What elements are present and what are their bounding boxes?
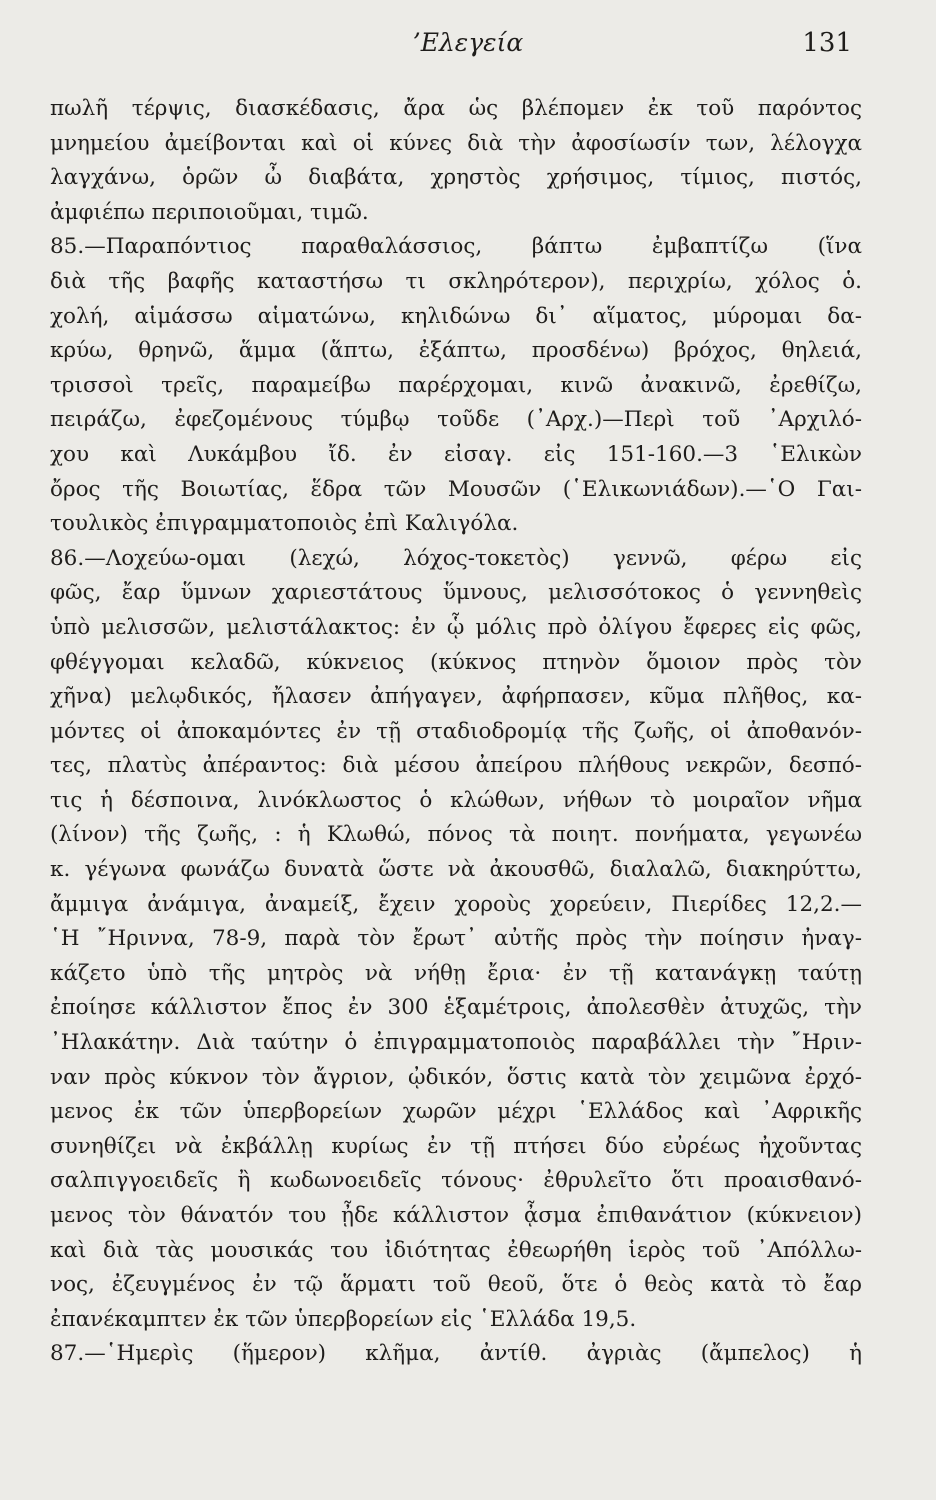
text-line: (λίνον) τῆς ζωῆς, : ἡ Κλωθώ, πόνος τὰ ποιητ. πονήματα, γεγωνέω bbox=[50, 822, 862, 848]
text-line: ἀμφιέπω περιποιοῦμαι, τιμῶ. bbox=[50, 199, 369, 225]
text-line: 85.—Παραπόντιος παραθαλάσσιος, βάπτω ἐμβαπτίζω (ἵνα bbox=[50, 234, 862, 260]
text-line: κρύω, θρηνῶ, ἅμμα (ἅπτω, ἐξάπτω, προσδένω) βρόχος, θηλειά, bbox=[50, 338, 862, 364]
text-line: χου καὶ Λυκάμβου ἴδ. ἐν εἰσαγ. εἰς 151-160.—3 ῾Ελικὼν bbox=[50, 441, 862, 467]
text-line: σαλπιγγοειδεῖς ἢ κωδωνοειδεῖς τόνους· ἐθρυλεῖτο ὅτι προαισθανό- bbox=[50, 1168, 862, 1194]
text-line: ὄρος τῆς Βοιωτίας, ἕδρα τῶν Μουσῶν (῾Ελικωνιάδων).—῾Ο Γαι- bbox=[50, 476, 862, 502]
text-line: συνηθίζει νὰ ἐκβάλλῃ κυρίως ἐν τῇ πτήσει δύο εὐρέως ἠχοῦντας bbox=[50, 1133, 862, 1159]
text-line: νος, ἐζευγμένος ἐν τῷ ἅρματι τοῦ θεοῦ, ὅτε ὁ θεὸς κατὰ τὸ ἔαρ bbox=[50, 1272, 862, 1298]
text-line: μνημείου ἀμείβονται καὶ οἱ κύνες διὰ τὴν ἀφοσίωσίν των, λέλογχα bbox=[50, 130, 862, 156]
text-line: χολή, αἱμάσσω αἱματώνω, κηλιδώνω δι᾽ αἵματος, μύρομαι δα- bbox=[50, 303, 862, 329]
text-line: κ. γέγωνα φωνάζω δυνατὰ ὥστε νὰ ἀκουσθῶ, διαλαλῶ, διακηρύττω, bbox=[50, 857, 862, 883]
text-line: 86.—Λοχεύω-ομαι (λεχώ, λόχος-τοκετὸς) γεννῶ, φέρω εἰς bbox=[50, 545, 862, 571]
text-line: 87.—῾Ημερὶς (ἥμερον) κλῆμα, ἀντίθ. ἀγριὰς (ἄμπελος) ἡ bbox=[50, 1341, 862, 1367]
text-line: μενος ἐκ τῶν ὑπερβορείων χωρῶν μέχρι ῾Ελλάδος καὶ ᾽Αφρικῆς bbox=[50, 1099, 862, 1125]
text-line: διὰ τῆς βαφῆς καταστήσω τι σκληρότερον), περιχρίω, χόλος ὁ. bbox=[50, 268, 862, 294]
text-line: φθέγγομαι κελαδῶ, κύκνειος (κύκνος πτηνὸν ὅμοιον πρὸς τὸν bbox=[50, 649, 862, 675]
text-line: ᾽Ηλακάτην. Διὰ ταύτην ὁ ἐπιγραμματοποιὸς παραβάλλει τὴν ῎Ηριν- bbox=[50, 1030, 862, 1056]
text-line: πωλῆ τέρψις, διασκέδασις, ἄρα ὡς βλέπομεν ἐκ τοῦ παρόντος bbox=[50, 96, 862, 121]
text-line: ῾Η ῎Ηριννα, 78-9, παρὰ τὸν ἔρωτ᾽ αὐτῆς πρὸς τὴν ποίησιν ἠναγ- bbox=[50, 926, 862, 952]
page-number: 131 bbox=[802, 28, 852, 58]
text-line: μόντες οἱ ἀποκαμόντες ἐν τῇ σταδιοδρομίᾳ τῆς ζωῆς, οἱ ἀποθανόν- bbox=[50, 718, 862, 744]
text-line: ἐποίησε κάλλιστον ἔπος ἐν 300 ἑξαμέτροις, ἀπολεσθὲν ἀτυχῶς, τὴν bbox=[50, 995, 862, 1021]
commentary-text bbox=[50, 92, 862, 1372]
page-header bbox=[0, 28, 936, 68]
text-line: χῆνα) μελῳδικός, ἤλασεν ἀπήγαγεν, ἀφήρπασεν, κῦμα πλῆθος, κα- bbox=[50, 684, 862, 710]
text-line: τις ἡ δέσποινα, λινόκλωστος ὁ κλώθων, νήθων τὸ μοιραῖον νῆμα bbox=[50, 787, 862, 813]
text-line: τρισσοὶ τρεῖς, παραμείβω παρέρχομαι, κινῶ ἀνακινῶ, ἐρεθίζω, bbox=[50, 372, 862, 398]
running-title: ’Ελεγεία bbox=[412, 28, 524, 57]
text-line: ναν πρὸς κύκνον τὸν ἄγριον, ᾠδικόν, ὅστις κατὰ τὸν χειμῶνα ἐρχό- bbox=[50, 1064, 862, 1090]
text-line: ἐπανέκαμπτεν ἐκ τῶν ὑπερβορείων εἰς ῾Ελλάδα 19,5. bbox=[50, 1306, 637, 1332]
text-line: μενος τὸν θάνατόν του ᾖδε κάλλιστον ᾆσμα ἐπιθανάτιον (κύκνειον) bbox=[50, 1203, 862, 1228]
text-line: καὶ διὰ τὰς μουσικάς του ἰδιότητας ἐθεωρήθη ἱερὸς τοῦ ᾽Απόλλω- bbox=[50, 1237, 862, 1263]
text-line: πειράζω, ἐφεζομένους τύμβῳ τοῦδε (᾽Αρχ.)—Περὶ τοῦ ᾽Αρχιλό- bbox=[50, 407, 862, 433]
text-line: φῶς, ἔαρ ὕμνων χαριεστάτους ὕμνους, μελισσότοκος ὁ γεννηθεὶς bbox=[50, 580, 862, 606]
text-line: ἄμμιγα ἀνάμιγα, ἀναμείξ, ἔχειν χοροὺς χορεύειν, Πιερίδες 12,2.— bbox=[50, 891, 862, 917]
text-line: τουλικὸς ἐπιγραμματοποιὸς ἐπὶ Καλιγόλα. bbox=[50, 511, 519, 537]
text-line: ὑπὸ μελισσῶν, μελιστάλακτος: ἐν ᾧ μόλις πρὸ ὀλίγου ἔφερες εἰς φῶς, bbox=[50, 614, 862, 640]
text-line: λαγχάνω, ὁρῶν ὦ διαβάτα, χρηστὸς χρήσιμος, τίμιος, πιστός, bbox=[50, 165, 862, 191]
text-line: κάζετο ὑπὸ τῆς μητρὸς νὰ νήθῃ ἔρια· ἐν τῇ κατανάγκῃ ταύτῃ bbox=[50, 960, 862, 986]
text-line: τες, πλατὺς ἀπέραντος: διὰ μέσου ἀπείρου πλήθους νεκρῶν, δεσπό- bbox=[50, 753, 862, 779]
